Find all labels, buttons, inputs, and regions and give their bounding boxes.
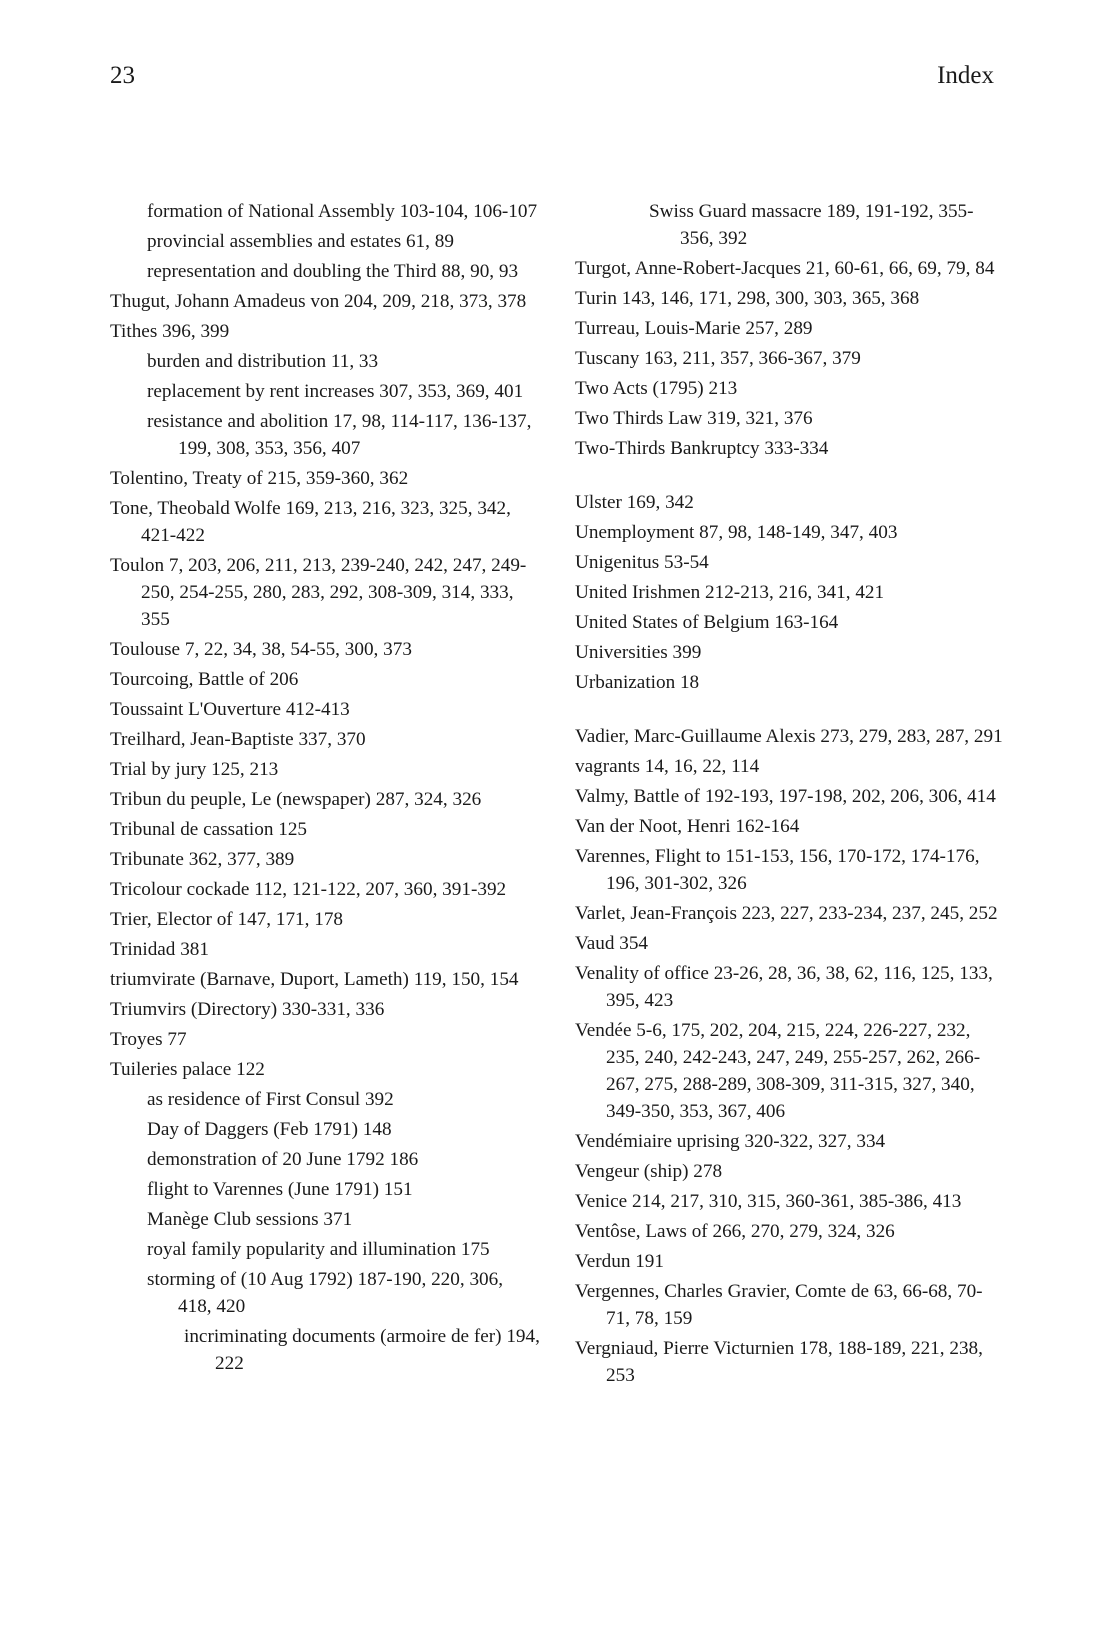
index-entry: Tithes 396, 399 <box>110 321 230 342</box>
index-entry: Trinidad 381 <box>110 939 209 960</box>
index-subentry: provincial assemblies and estates 61, 89 <box>147 231 454 252</box>
index-entry: United Irishmen 212-213, 216, 341, 421 <box>575 582 885 603</box>
index-entry: vagrants 14, 16, 22, 114 <box>575 756 760 777</box>
index-entry: Urbanization 18 <box>575 672 700 693</box>
index-entry: Treilhard, Jean-Baptiste 337, 370 <box>110 729 366 750</box>
index-entry: Ventôse, Laws of 266, 270, 279, 324, 326 <box>575 1221 895 1242</box>
index-entry: Thugut, Johann Amadeus von 204, 209, 218, 373, 378 <box>110 291 527 312</box>
index-entry: Tricolour cockade 112, 121-122, 207, 360, 391-392 <box>110 879 507 900</box>
index-entry: Toulon 7, 203, 206, 211, 213, 239-240, 242, 247, 249-250, 254-255, 280, 283, 292, 308-309, 314, 333, 355 <box>110 555 527 630</box>
index-entry: Two Thirds Law 319, 321, 376 <box>575 408 813 429</box>
index-entry: Venice 214, 217, 310, 315, 360-361, 385-386, 413 <box>575 1191 962 1212</box>
index-entry: Vadier, Marc-Guillaume Alexis 273, 279, 283, 287, 291 <box>575 726 1003 747</box>
index-entry: triumvirate (Barnave, Duport, Lameth) 119, 150, 154 <box>110 969 519 990</box>
index-subentry: formation of National Assembly 103-104, 106-107 <box>147 201 538 222</box>
index-entry: Turgot, Anne-Robert-Jacques 21, 60-61, 66, 69, 79, 84 <box>575 258 995 279</box>
index-entry: Tribunate 362, 377, 389 <box>110 849 295 870</box>
letter-group-gap <box>575 699 1005 723</box>
index-entry: Triumvirs (Directory) 330-331, 336 <box>110 999 385 1020</box>
index-entry: Unigenitus 53-54 <box>575 552 709 573</box>
index-entry: Tribun du peuple, Le (newspaper) 287, 324, 326 <box>110 789 482 810</box>
index-entry: Vergniaud, Pierre Victurnien 178, 188-189, 221, 238, 253 <box>575 1338 983 1386</box>
index-entry: Two-Thirds Bankruptcy 333-334 <box>575 438 829 459</box>
index-entry: Tribunal de cassation 125 <box>110 819 308 840</box>
index-entry: Vendée 5-6, 175, 202, 204, 215, 224, 226-227, 232, 235, 240, 242-243, 247, 249, 255-257, 262, 266-267, 275, 288-289, 308-309, 311-315, 327, 340, 349-350, 353, 367, 406 <box>575 1020 981 1122</box>
index-entry: Tuileries palace 122 <box>110 1059 265 1080</box>
index-subentry: representation and doubling the Third 88, 90, 93 <box>147 261 519 282</box>
index-subentry: incriminating documents (armoire de fer) 194, 222 <box>184 1326 540 1374</box>
index-entry: Vaud 354 <box>575 933 649 954</box>
index-subentry: demonstration of 20 June 1792 186 <box>147 1149 419 1170</box>
index-entry: Venality of office 23-26, 28, 36, 38, 62, 116, 125, 133, 395, 423 <box>575 963 993 1011</box>
letter-group-gap <box>575 465 1005 489</box>
index-subentry: replacement by rent increases 307, 353, 369, 401 <box>147 381 524 402</box>
index-subentry: flight to Varennes (June 1791) 151 <box>147 1179 413 1200</box>
index-entry: Vendémiaire uprising 320-322, 327, 334 <box>575 1131 886 1152</box>
index-subentry: burden and distribution 11, 33 <box>147 351 379 372</box>
index-subentry: resistance and abolition 17, 98, 114-117, 136-137, 199, 308, 353, 356, 407 <box>147 411 532 459</box>
index-entry: Vergennes, Charles Gravier, Comte de 63, 66-68, 70-71, 78, 159 <box>575 1281 983 1329</box>
index-entry: Trier, Elector of 147, 171, 178 <box>110 909 344 930</box>
page-number: 23 <box>110 62 135 89</box>
index-subentry: Manège Club sessions 371 <box>147 1209 353 1230</box>
index-subentry: royal family popularity and illumination 175 <box>147 1239 490 1260</box>
index-entry: Varlet, Jean-François 223, 227, 233-234, 237, 245, 252 <box>575 903 998 924</box>
index-entry: Vengeur (ship) 278 <box>575 1161 723 1182</box>
index-entry: Verdun 191 <box>575 1251 664 1272</box>
index-entry: Tuscany 163, 211, 357, 366-367, 379 <box>575 348 861 369</box>
index-subentry: storming of (10 Aug 1792) 187-190, 220, 306, 418, 420 <box>147 1269 504 1317</box>
index-entry: Ulster 169, 342 <box>575 492 694 513</box>
index-entry: Trial by jury 125, 213 <box>110 759 279 780</box>
index-entry: Van der Noot, Henri 162-164 <box>575 816 800 837</box>
index-entry: Universities 399 <box>575 642 702 663</box>
index-entry: United States of Belgium 163-164 <box>575 612 839 633</box>
index-entry: Valmy, Battle of 192-193, 197-198, 202, 206, 306, 414 <box>575 786 996 807</box>
index-entry: Unemployment 87, 98, 148-149, 347, 403 <box>575 522 898 543</box>
index-column-left <box>110 198 540 1380</box>
index-entry: Tone, Theobald Wolfe 169, 213, 216, 323, 325, 342, 421-422 <box>110 498 511 546</box>
index-entry: Turreau, Louis-Marie 257, 289 <box>575 318 813 339</box>
index-subentry: as residence of First Consul 392 <box>147 1089 394 1110</box>
index-entry: Turin 143, 146, 171, 298, 300, 303, 365, 368 <box>575 288 920 309</box>
index-entry: Toussaint L'Ouverture 412-413 <box>110 699 350 720</box>
index-entry: Two Acts (1795) 213 <box>575 378 738 399</box>
running-head: Index <box>937 62 994 89</box>
index-entry: Toulouse 7, 22, 34, 38, 54-55, 300, 373 <box>110 639 412 660</box>
index-entry: Tourcoing, Battle of 206 <box>110 669 299 690</box>
index-entry: Varennes, Flight to 151-153, 156, 170-172, 174-176, 196, 301-302, 326 <box>575 846 980 894</box>
index-subentry: Day of Daggers (Feb 1791) 148 <box>147 1119 392 1140</box>
index-subentry: Swiss Guard massacre 189, 191-192, 355-356, 392 <box>649 201 974 249</box>
index-column-right <box>575 198 1005 1392</box>
index-entry: Troyes 77 <box>110 1029 187 1050</box>
index-entry: Tolentino, Treaty of 215, 359-360, 362 <box>110 468 409 489</box>
